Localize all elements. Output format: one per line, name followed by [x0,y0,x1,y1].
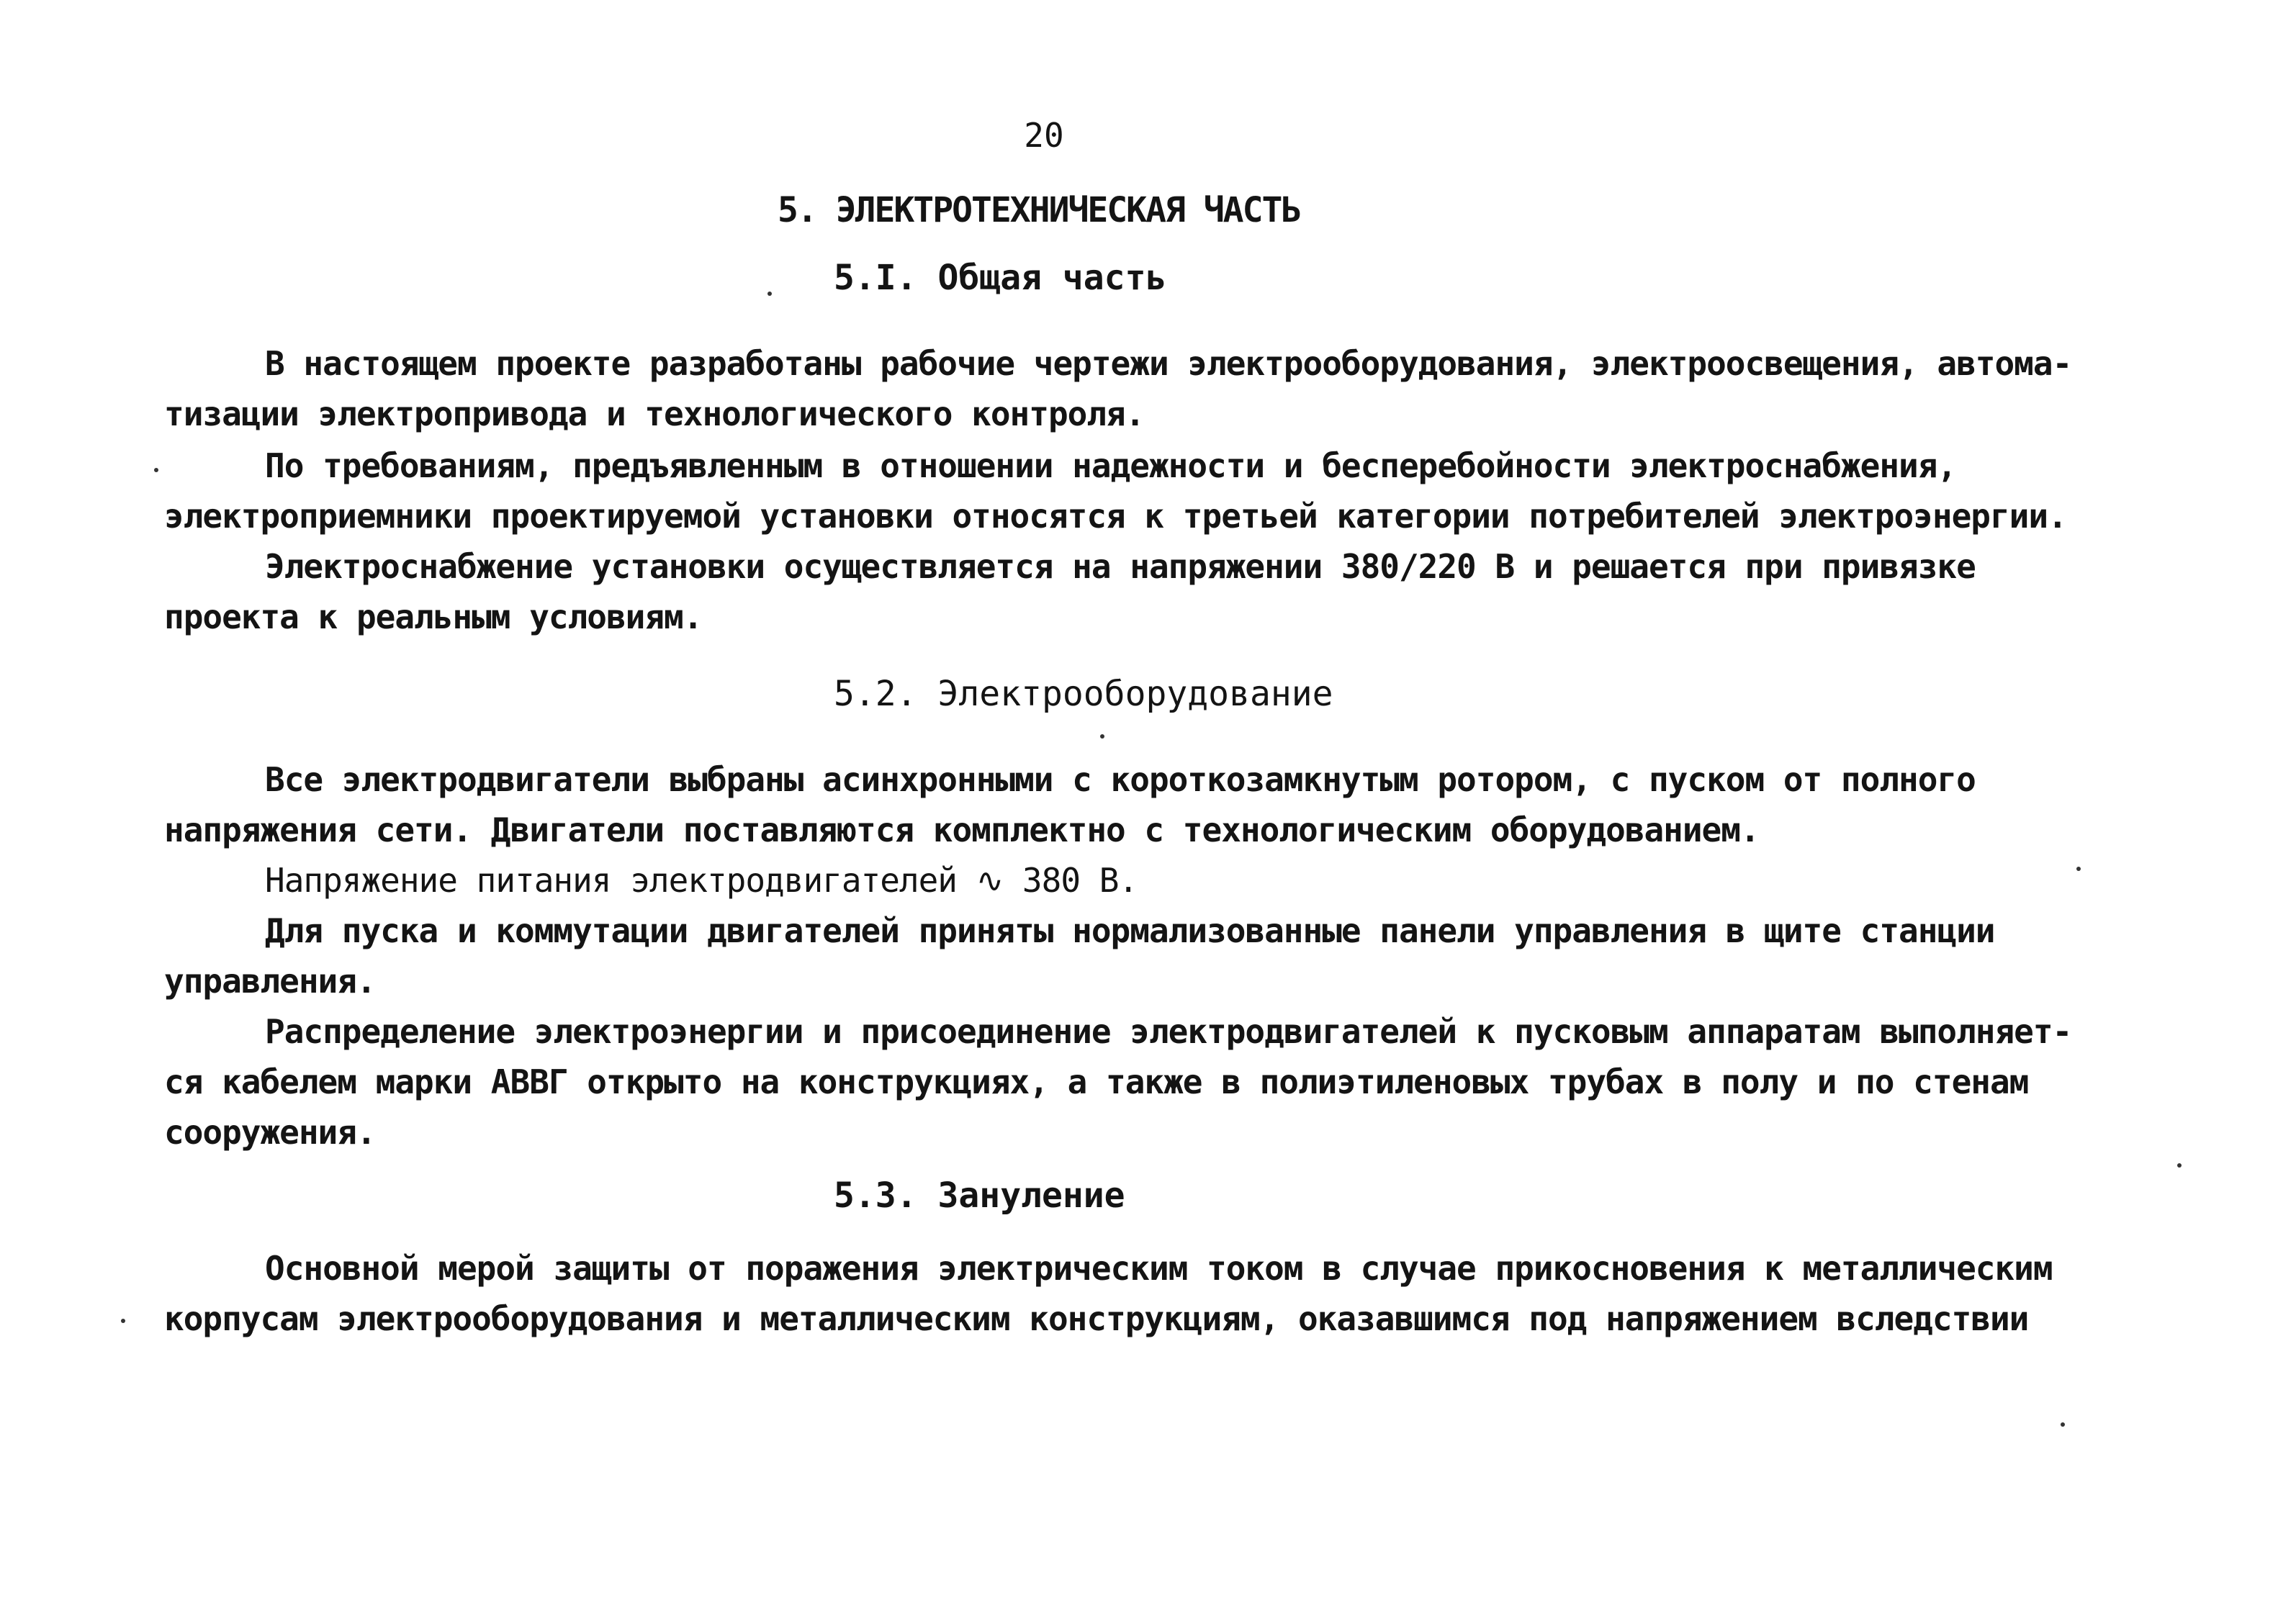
text-line: управления. [164,962,376,1001]
scan-speck [2076,867,2081,871]
text-line: проекта к реальным условиям. [164,597,703,636]
text-line: ся кабелем марки АВВГ открыто на конструкциях, а также в полиэтиленовых трубах в полу и по стенам [164,1062,2029,1101]
paragraph-motors [164,754,2137,855]
paragraph-power-supply [164,541,2137,642]
text-line: По требованиям, предъявленным в отношении надежности и бесперебойности электроснабжения, [265,446,1957,485]
subsection-title-general: 5.I. Общая часть [834,258,1167,298]
text-line: В настоящем проекте разработаны рабочие чертежи электрооборудования, электроосвещения, автома- [265,344,2072,383]
text-line: Напряжение питания электродвигателей ∿ 380 В. [265,861,1138,900]
text-line: тизации электропривода и технологического контроля. [164,394,1145,433]
subsection-title-equipment: 5.2. Электрооборудование [834,674,1333,714]
paragraph-reliability [164,441,2137,541]
text-line: сооружения. [164,1113,376,1152]
text-line: электроприемники проектируемой установки относятся к третьей категории потребителей электроэнергии. [164,497,2067,536]
paragraph-general-scope [164,338,2137,439]
scan-speck [2061,1422,2065,1427]
scan-speck [767,292,772,296]
scan-speck [2177,1163,2182,1168]
text-line: Основной мерой защиты от поражения электрическим током в случае прикосновения к металлическим [265,1249,2053,1288]
text-line: Все электродвигатели выбраны асинхронными с короткозамкнутым ротором, с пуском от полного [265,760,1976,799]
paragraph-protection [164,1243,2137,1344]
text-line: Распределение электроэнергии и присоединение электродвигателей к пусковым аппаратам выполняет- [265,1012,2072,1051]
page-number: 20 [1024,116,1064,155]
text-line: напряжения сети. Двигатели поставляются комплектно с технологическим оборудованием. [164,811,1760,849]
scan-speck [1100,734,1104,739]
text-line: Электроснабжение установки осуществляется на напряжении 380/220 В и решается при привязке [265,547,1976,586]
paragraph-control-panels [164,906,2137,1006]
section-title: 5. ЭЛЕКТРОТЕХНИЧЕСКАЯ ЧАСТЬ [778,190,1301,230]
subsection-title-grounding: 5.3. Зануление [834,1175,1125,1216]
paragraph-distribution [164,1006,2137,1157]
scan-speck [121,1319,125,1323]
text-line: корпусам электрооборудования и металлическим конструкциям, оказавшимся под напряжением вследствии [164,1299,2029,1338]
scan-speck [154,468,158,472]
text-line: Для пуска и коммутации двигателей приняты нормализованные панели управления в щите станции [265,911,1995,950]
paragraph-motor-voltage [164,855,2137,906]
